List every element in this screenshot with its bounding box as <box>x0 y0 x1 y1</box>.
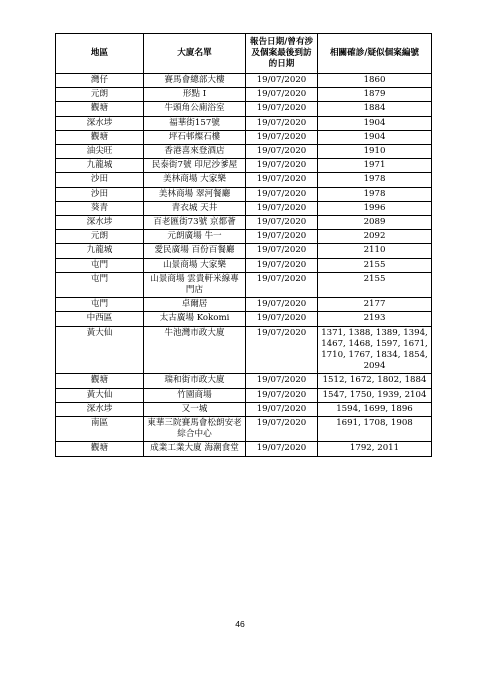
cell-building: 牛頭角公廁浴室 <box>144 102 246 116</box>
cell-district: 元朗 <box>56 230 144 244</box>
cell-district: 油尖旺 <box>56 145 144 159</box>
cell-district: 觀塘 <box>56 130 144 144</box>
cell-cases: 1904 <box>318 130 432 144</box>
cell-cases: 2155 <box>318 258 432 272</box>
cell-cases: 2177 <box>318 298 432 312</box>
cell-date: 19/07/2020 <box>246 74 318 88</box>
table-row <box>56 74 432 88</box>
cell-building: 又一城 <box>144 402 246 416</box>
table-row <box>56 258 432 272</box>
table-row <box>56 88 432 102</box>
cell-district: 深水埗 <box>56 216 144 230</box>
table-row <box>56 173 432 187</box>
cell-building: 賽馬會總部大樓 <box>144 74 246 88</box>
table-row <box>56 244 432 258</box>
table-row <box>56 312 432 326</box>
cell-building: 成業工業大廈 海潮食堂 <box>144 442 246 456</box>
cell-date: 19/07/2020 <box>246 216 318 230</box>
header-building: 大廈名單 <box>144 34 246 74</box>
cell-date: 19/07/2020 <box>246 116 318 130</box>
cell-date: 19/07/2020 <box>246 312 318 326</box>
cell-cases: 1971 <box>318 159 432 173</box>
cell-date: 19/07/2020 <box>246 187 318 201</box>
cell-district: 屯門 <box>56 258 144 272</box>
cell-cases: 1910 <box>318 145 432 159</box>
cell-cases: 2110 <box>318 244 432 258</box>
cell-building: 民泰街7號 印尼沙爹屋 <box>144 159 246 173</box>
table-row <box>56 230 432 244</box>
cell-district: 灣仔 <box>56 74 144 88</box>
cell-cases: 1594, 1699, 1896 <box>318 402 432 416</box>
cell-cases: 1512, 1672, 1802, 1884 <box>318 374 432 388</box>
cell-date: 19/07/2020 <box>246 173 318 187</box>
header-date: 報告日期/曾有涉及個案最後到訪的日期 <box>246 34 318 74</box>
cell-date: 19/07/2020 <box>246 258 318 272</box>
cell-building: 形點 I <box>144 88 246 102</box>
cell-cases: 1860 <box>318 74 432 88</box>
cell-date: 19/07/2020 <box>246 102 318 116</box>
table-header-row <box>56 34 432 74</box>
cell-date: 19/07/2020 <box>246 272 318 297</box>
table-row <box>56 374 432 388</box>
table-row <box>56 201 432 215</box>
cell-building: 卓爾居 <box>144 298 246 312</box>
cell-district: 觀塘 <box>56 374 144 388</box>
cell-building: 牛池灣市政大廈 <box>144 326 246 374</box>
cell-building: 元朗廣場 牛一 <box>144 230 246 244</box>
cell-date: 19/07/2020 <box>246 326 318 374</box>
table-row <box>56 442 432 456</box>
cell-date: 19/07/2020 <box>246 201 318 215</box>
table-row <box>56 272 432 297</box>
cell-district: 屯門 <box>56 272 144 297</box>
cell-building: 美林商場 大家樂 <box>144 173 246 187</box>
cell-cases: 2092 <box>318 230 432 244</box>
cell-district: 深水埗 <box>56 402 144 416</box>
cell-date: 19/07/2020 <box>246 442 318 456</box>
cell-building: 山景商場 雲貴軒米線專門店 <box>144 272 246 297</box>
cell-cases: 1904 <box>318 116 432 130</box>
cell-cases: 1996 <box>318 201 432 215</box>
cell-date: 19/07/2020 <box>246 145 318 159</box>
cell-date: 19/07/2020 <box>246 130 318 144</box>
table-row <box>56 145 432 159</box>
header-district: 地區 <box>56 34 144 74</box>
cell-cases: 1547, 1750, 1939, 2104 <box>318 388 432 402</box>
cell-district: 觀塘 <box>56 442 144 456</box>
cell-cases: 1371, 1388, 1389, 1394, 1467, 1468, 1597, 1671, 1710, 1767, 1834, 1854, 2094 <box>318 326 432 374</box>
table-row <box>56 417 432 442</box>
table-row <box>56 388 432 402</box>
cell-cases: 2155 <box>318 272 432 297</box>
page-number: 46 <box>235 619 245 629</box>
cell-date: 19/07/2020 <box>246 374 318 388</box>
cell-cases: 2193 <box>318 312 432 326</box>
cell-cases: 1884 <box>318 102 432 116</box>
cell-date: 19/07/2020 <box>246 388 318 402</box>
cell-building: 坪石邨燦石樓 <box>144 130 246 144</box>
cell-cases: 1792, 2011 <box>318 442 432 456</box>
cell-date: 19/07/2020 <box>246 244 318 258</box>
cell-building: 愛民廣場 百份百餐廳 <box>144 244 246 258</box>
table-row <box>56 326 432 374</box>
cell-district: 南區 <box>56 417 144 442</box>
cell-building: 青衣城 天井 <box>144 201 246 215</box>
cell-district: 九龍城 <box>56 244 144 258</box>
cell-building: 竹園商場 <box>144 388 246 402</box>
table-row <box>56 216 432 230</box>
cell-district: 深水埗 <box>56 116 144 130</box>
cell-cases: 1691, 1708, 1908 <box>318 417 432 442</box>
cell-district: 屯門 <box>56 298 144 312</box>
cell-date: 19/07/2020 <box>246 88 318 102</box>
cell-date: 19/07/2020 <box>246 298 318 312</box>
cell-date: 19/07/2020 <box>246 402 318 416</box>
cell-building: 百老匯街73號 京都薈 <box>144 216 246 230</box>
cell-building: 香港喜來登酒店 <box>144 145 246 159</box>
table-row <box>56 187 432 201</box>
header-case-no: 相關確診/疑似個案編號 <box>318 34 432 74</box>
table-row <box>56 116 432 130</box>
cell-district: 中西區 <box>56 312 144 326</box>
cell-cases: 2089 <box>318 216 432 230</box>
cell-cases: 1978 <box>318 173 432 187</box>
cell-building: 太古廣場 Kokomi <box>144 312 246 326</box>
table-row <box>56 102 432 116</box>
cell-building: 福華街157號 <box>144 116 246 130</box>
cell-building: 瑞和街市政大廈 <box>144 374 246 388</box>
cell-district: 沙田 <box>56 187 144 201</box>
cell-district: 黃大仙 <box>56 388 144 402</box>
table-row <box>56 159 432 173</box>
cell-district: 沙田 <box>56 173 144 187</box>
cell-district: 觀塘 <box>56 102 144 116</box>
cell-cases: 1879 <box>318 88 432 102</box>
cell-district: 葵青 <box>56 201 144 215</box>
table-row <box>56 298 432 312</box>
cell-district: 元朗 <box>56 88 144 102</box>
cell-date: 19/07/2020 <box>246 417 318 442</box>
cell-date: 19/07/2020 <box>246 230 318 244</box>
table-row <box>56 130 432 144</box>
cell-district: 九龍城 <box>56 159 144 173</box>
cell-building: 山景商場 大家樂 <box>144 258 246 272</box>
cell-district: 黃大仙 <box>56 326 144 374</box>
cell-building: 東華三院賽馬會松朗安老綜合中心 <box>144 417 246 442</box>
cell-building: 美林商場 翠河餐廳 <box>144 187 246 201</box>
cases-table <box>55 33 432 457</box>
cell-date: 19/07/2020 <box>246 159 318 173</box>
table-row <box>56 402 432 416</box>
cell-cases: 1978 <box>318 187 432 201</box>
